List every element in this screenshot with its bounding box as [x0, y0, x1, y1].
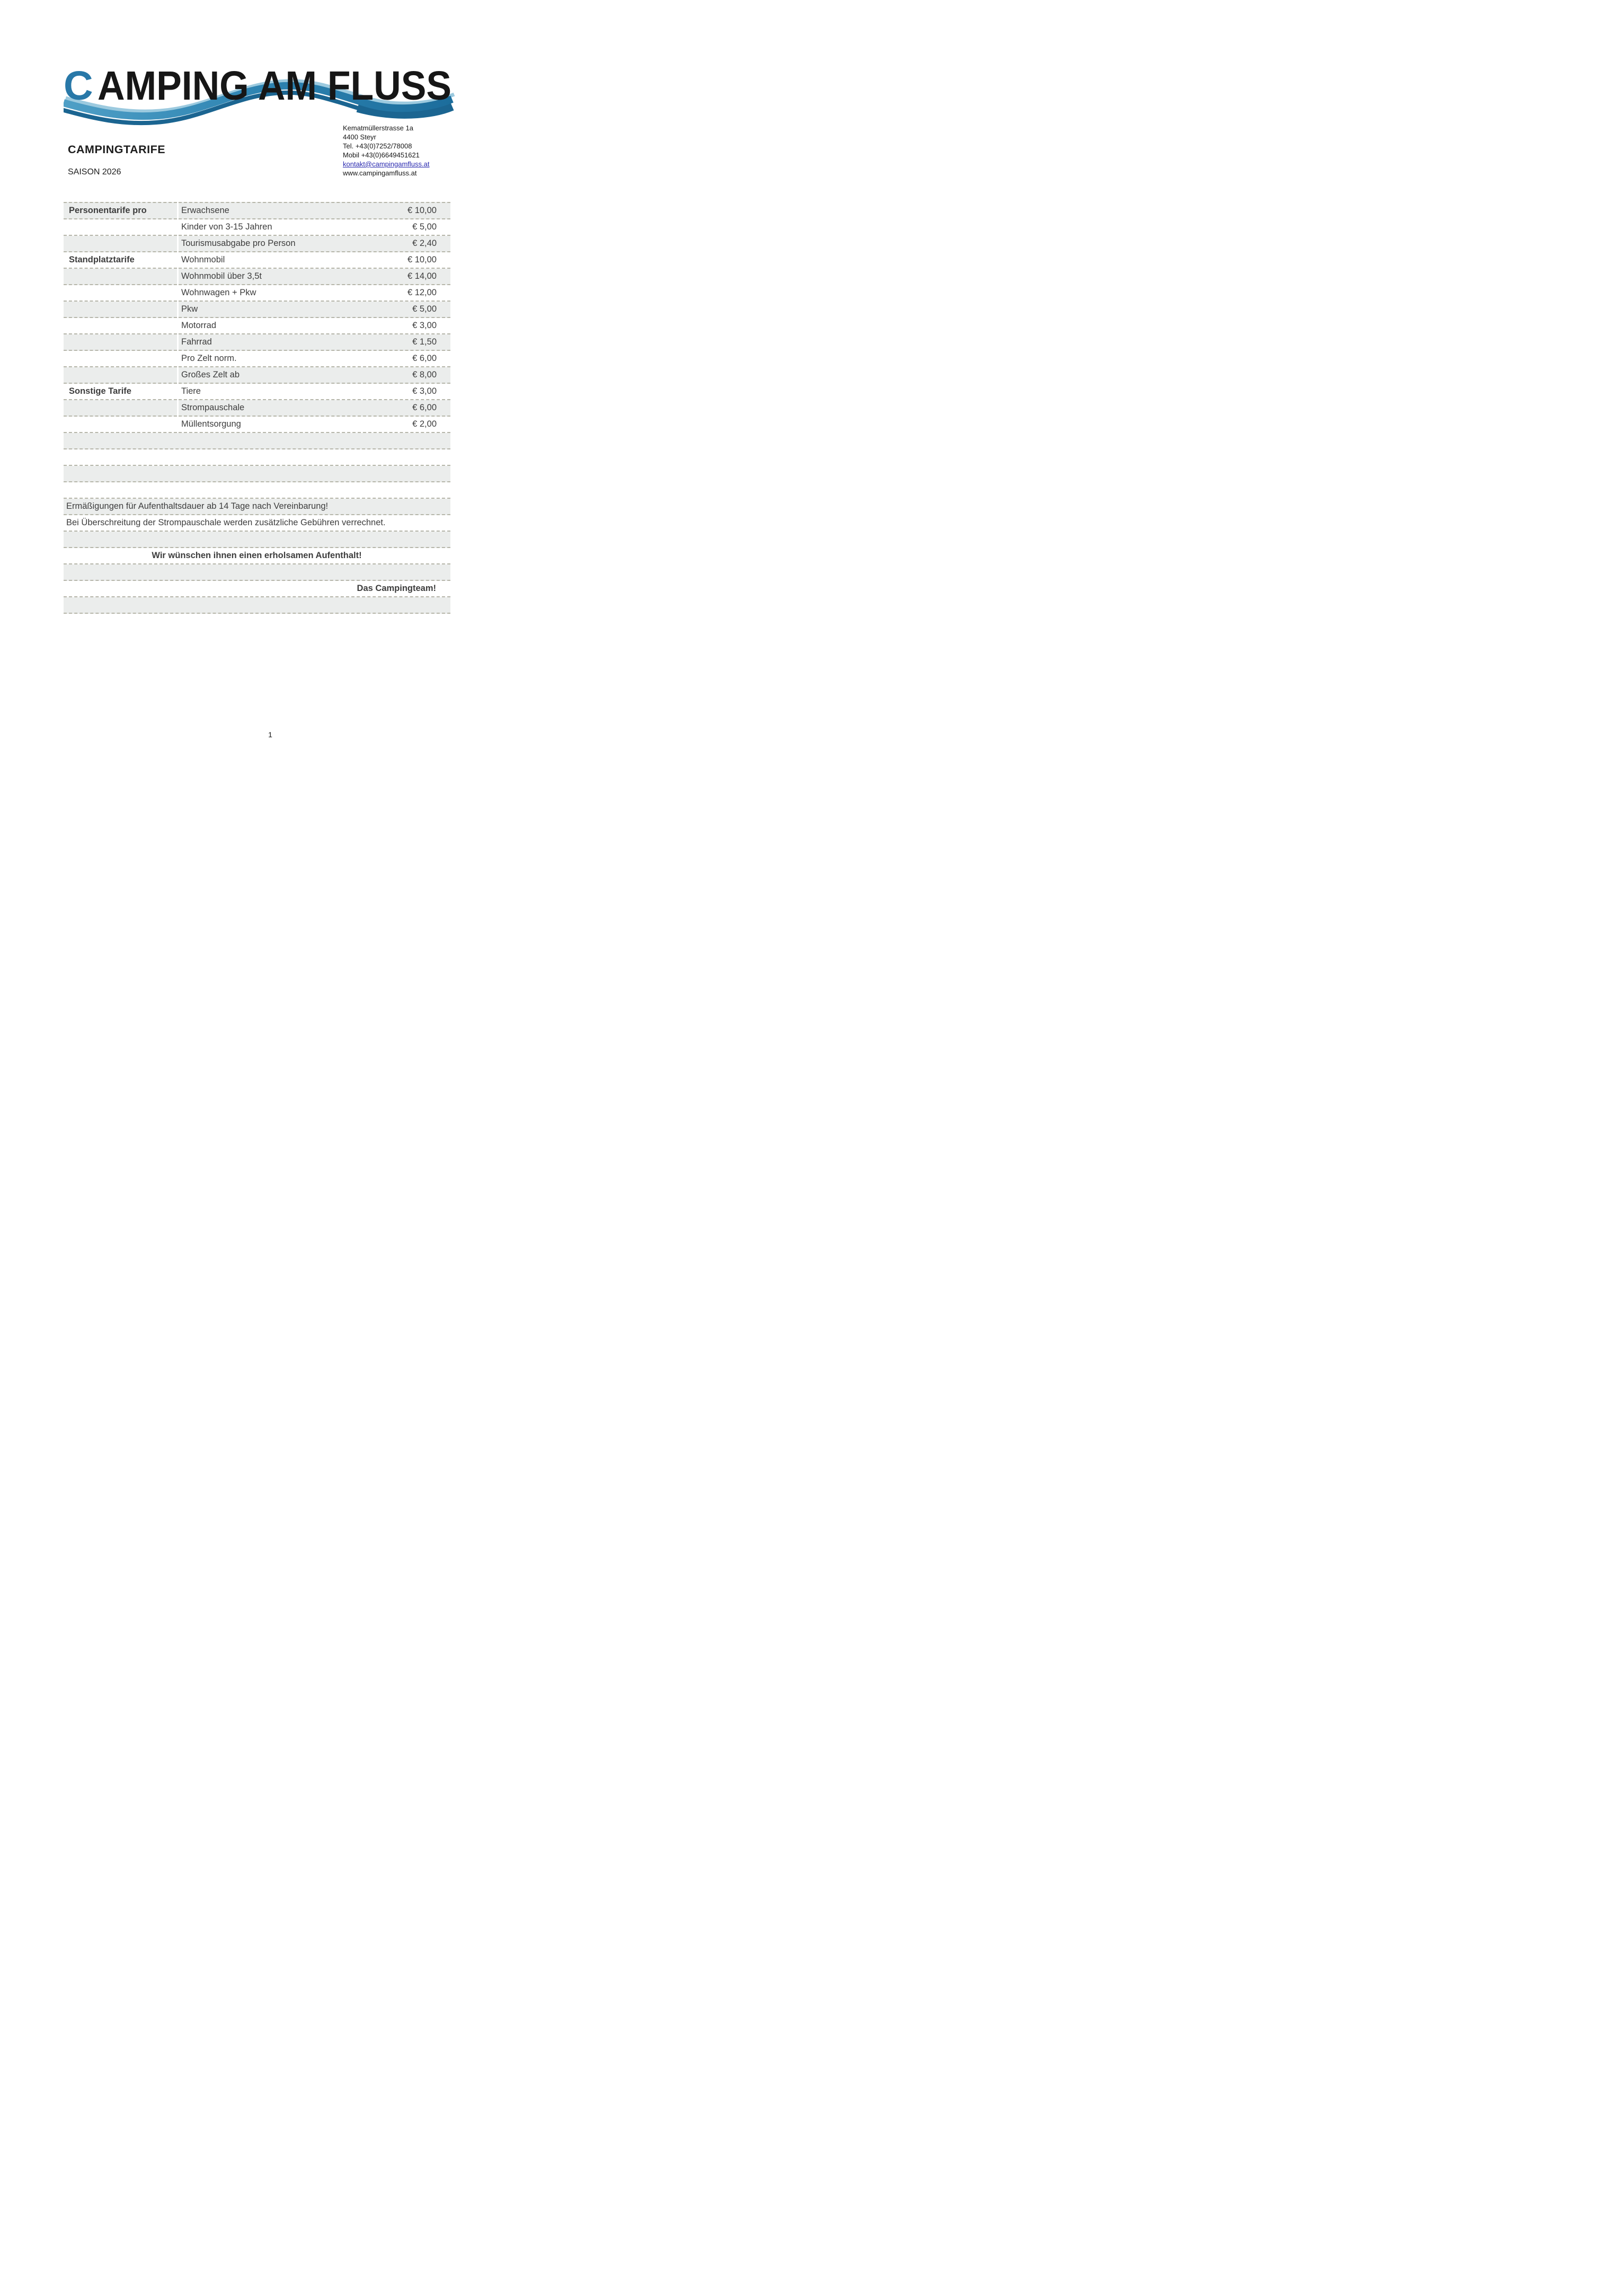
tariff-table	[62, 202, 452, 614]
category-cell: Sonstige Tarife	[64, 384, 177, 400]
category-cell: Personentarife pro	[64, 202, 177, 219]
email-link[interactable]: kontakt@campingamfluss.at	[343, 160, 430, 168]
price-value: € 6,00	[412, 354, 437, 363]
item-cell	[179, 400, 450, 417]
address-block	[343, 123, 470, 178]
item-cell	[179, 334, 450, 351]
table-row	[64, 202, 450, 219]
price-value: € 2,00	[412, 419, 437, 429]
item-cell	[179, 252, 450, 269]
table-row	[64, 219, 450, 236]
item-label: Tiere	[181, 386, 201, 396]
table-row	[64, 334, 450, 351]
category-cell	[64, 417, 177, 433]
table-row	[64, 269, 450, 285]
price-value: € 10,00	[407, 255, 437, 264]
item-label: Kinder von 3-15 Jahren	[181, 222, 272, 232]
empty-cell	[64, 564, 450, 581]
table-row	[64, 597, 450, 614]
category-cell: Standplatztarife	[64, 252, 177, 269]
table-row	[64, 564, 450, 581]
item-cell	[179, 384, 450, 400]
table-row	[64, 499, 450, 515]
price-value: € 14,00	[407, 271, 437, 281]
item-label: Wohnmobil	[181, 255, 225, 264]
item-label: Müllentsorgung	[181, 419, 241, 429]
item-cell	[179, 351, 450, 367]
item-cell	[179, 417, 450, 433]
empty-cell	[64, 532, 450, 548]
category-cell	[64, 269, 177, 285]
empty-cell	[64, 482, 450, 499]
empty-cell	[64, 466, 450, 482]
price-value: € 1,50	[412, 337, 437, 347]
table-row	[64, 384, 450, 400]
table-row	[64, 581, 450, 597]
item-cell	[179, 367, 450, 384]
empty-cell	[64, 597, 450, 614]
note-cell: Das Campingteam!	[64, 581, 450, 597]
price-value: € 2,40	[412, 239, 437, 248]
empty-cell	[64, 433, 450, 449]
item-label: Pro Zelt norm.	[181, 354, 237, 363]
empty-cell	[64, 449, 450, 466]
item-cell	[179, 202, 450, 219]
item-label: Fahrrad	[181, 337, 212, 347]
table-row	[64, 400, 450, 417]
category-cell	[64, 318, 177, 334]
table-row	[64, 318, 450, 334]
website-text: www.campingamfluss.at	[343, 169, 417, 177]
note-cell: Bei Überschreitung der Strompauschale werden zusätzliche Gebühren verrechnet.	[64, 515, 450, 532]
logo-text: AMPING AM FLUSS	[98, 67, 451, 109]
price-value: € 3,00	[412, 386, 437, 396]
table-row	[64, 532, 450, 548]
document-page	[0, 0, 540, 765]
table-row	[64, 351, 450, 367]
page-subtitle: SAISON 2026	[68, 167, 121, 176]
logo-graphic	[64, 67, 456, 128]
item-cell	[179, 285, 450, 302]
item-label: Motorrad	[181, 321, 217, 330]
category-cell	[64, 334, 177, 351]
item-cell	[179, 219, 450, 236]
table-row	[64, 466, 450, 482]
item-cell	[179, 302, 450, 318]
price-value: € 6,00	[412, 403, 437, 412]
table-row	[64, 482, 450, 499]
category-cell	[64, 236, 177, 252]
item-cell	[179, 269, 450, 285]
item-label: Wohnwagen + Pkw	[181, 288, 256, 297]
table-row	[64, 433, 450, 449]
table-row	[64, 417, 450, 433]
price-value: € 5,00	[412, 304, 437, 314]
price-value: € 8,00	[412, 370, 437, 379]
item-cell	[179, 236, 450, 252]
price-value: € 5,00	[412, 222, 437, 232]
category-cell	[64, 302, 177, 318]
item-label: Pkw	[181, 304, 198, 314]
address-street: Kematmüllerstrasse 1a	[343, 124, 413, 132]
price-value: € 3,00	[412, 321, 437, 330]
table-row	[64, 236, 450, 252]
table-row	[64, 367, 450, 384]
category-cell	[64, 351, 177, 367]
item-label: Strompauschale	[181, 403, 245, 412]
table-row	[64, 252, 450, 269]
category-cell	[64, 367, 177, 384]
logo-letter-c: C	[64, 67, 93, 109]
table-row	[64, 302, 450, 318]
item-label: Wohnmobil über 3,5t	[181, 271, 262, 281]
table-row	[64, 548, 450, 564]
table-row	[64, 515, 450, 532]
address-phone: Tel. +43(0)7252/78008	[343, 142, 412, 150]
price-value: € 12,00	[407, 288, 437, 297]
category-cell	[64, 285, 177, 302]
item-label: Großes Zelt ab	[181, 370, 240, 379]
note-cell: Wir wünschen ihnen einen erholsamen Aufenthalt!	[64, 548, 450, 564]
category-cell	[64, 400, 177, 417]
page-number: 1	[268, 730, 272, 739]
table-row	[64, 285, 450, 302]
price-value: € 10,00	[407, 206, 437, 215]
note-cell: Ermäßigungen für Aufenthaltsdauer ab 14 Tage nach Vereinbarung!	[64, 499, 450, 515]
item-label: Erwachsene	[181, 206, 229, 215]
address-mobile: Mobil +43(0)6649451621	[343, 151, 420, 159]
category-cell	[64, 219, 177, 236]
page-title: CAMPINGTARIFE	[68, 143, 166, 156]
logo	[64, 67, 456, 128]
item-label: Tourismusabgabe pro Person	[181, 239, 296, 248]
table-row	[64, 449, 450, 466]
address-city: 4400 Steyr	[343, 133, 376, 141]
item-cell	[179, 318, 450, 334]
